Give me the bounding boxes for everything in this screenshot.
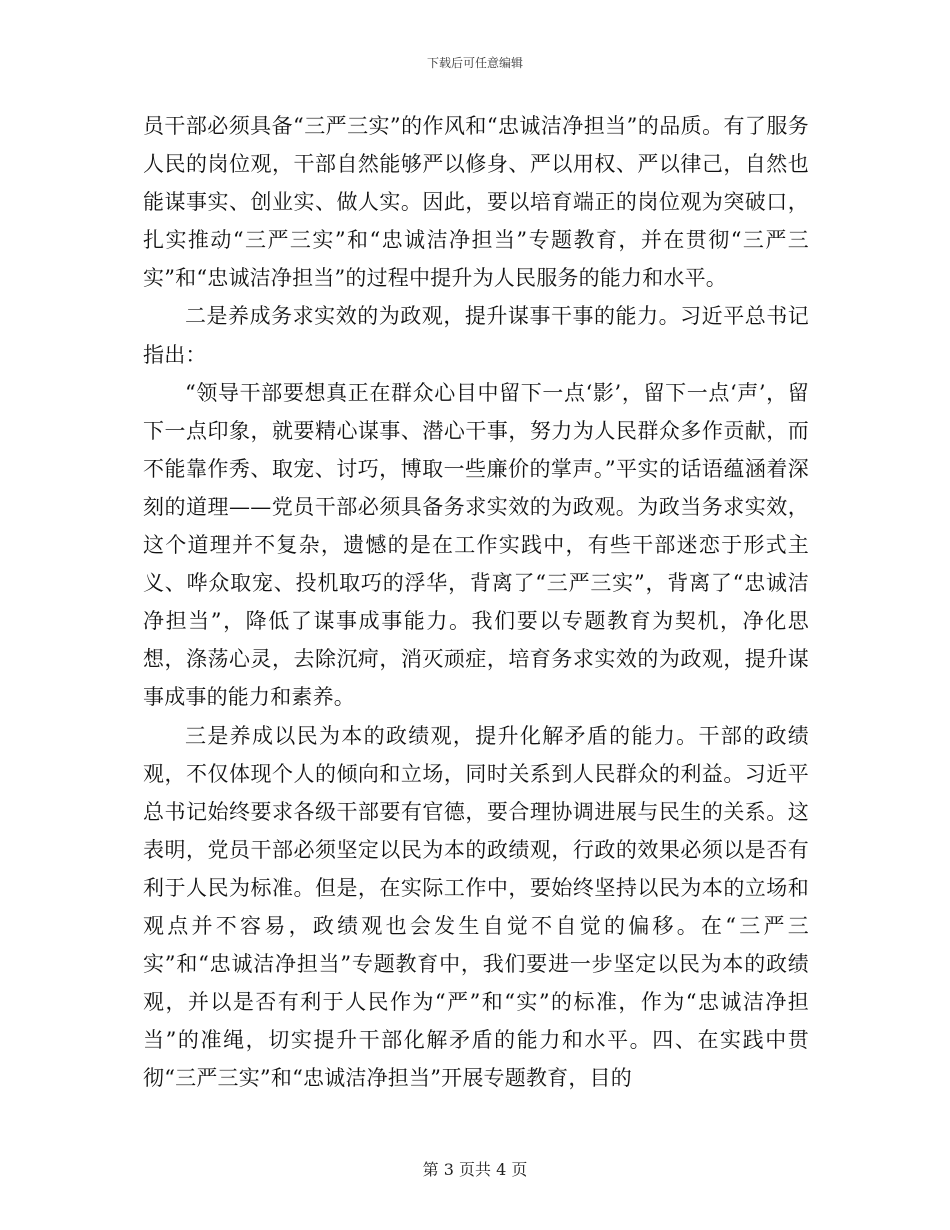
page-header: 下载后可任意编辑 xyxy=(426,56,523,70)
document-body xyxy=(143,107,809,1097)
paragraph-quote: “领导干部要想真正在群众心目中留下一点‘影’，留下一点‘声’，留下一点印象，就要精心谋事、潜心干事，努力为人民群众多作贡献，而不能靠作秀、取宠、讨巧，博取一些廉价的掌声。”平实的话语蕴涵着深刻的道理——党员干部必须具备务求实效的为政观。为政当务求实效，这个道理并不复杂，遗憾的是在工作实践中，有些干部迷恋于形式主义、哗众取宠、投机取巧的浮华，背离了“三严三实”，背离了“忠诚洁净担当”，降低了谋事成事能力。我们要以专题教育为契机，净化思想，涤荡心灵，去除沉疴，消灭顽症，培育务求实效的为政观，提升谋事成事的能力和素养。 xyxy=(143,380,809,710)
page-footer: 第 3 页共 4 页 xyxy=(422,1160,528,1179)
paragraph-point-two: 二是养成务求实效的为政观，提升谋事干事的能力。习近平总书记指出： xyxy=(143,304,809,367)
paragraph-point-three: 三是养成以民为本的政绩观，提升化解矛盾的能力。干部的政绩观，不仅体现个人的倾向和立场，同时关系到人民群众的利益。习近平总书记始终要求各级干部要有官德，要合理协调进展与民生的关系。这表明，党员干部必须坚定以民为本的政绩观，行政的效果必须以是否有利于人民为标准。但是，在实际工作中，要始终坚持以民为本的立场和观点并不容易，政绩观也会发生自觉不自觉的偏移。在“三严三实”和“忠诚洁净担当”专题教育中，我们要进一步坚定以民为本的政绩观，并以是否有利于人民作为“严”和“实”的标准，作为“忠诚洁净担当”的准绳，切实提升干部化解矛盾的能力和水平。四、在实践中贯彻“三严三实”和“忠诚洁净担当”开展专题教育，目的 xyxy=(143,723,809,1091)
paragraph-continuation: 员干部必须具备“三严三实”的作风和“忠诚洁净担当”的品质。有了服务人民的岗位观，干部自然能够严以修身、严以用权、严以律己，自然也能谋事实、创业实、做人实。因此，要以培育端正的岗位观为突破口，扎实推动“三严三实”和“忠诚洁净担当”专题教育，并在贯彻“三严三实”和“忠诚洁净担当”的过程中提升为人民服务的能力和水平。 xyxy=(143,114,809,291)
